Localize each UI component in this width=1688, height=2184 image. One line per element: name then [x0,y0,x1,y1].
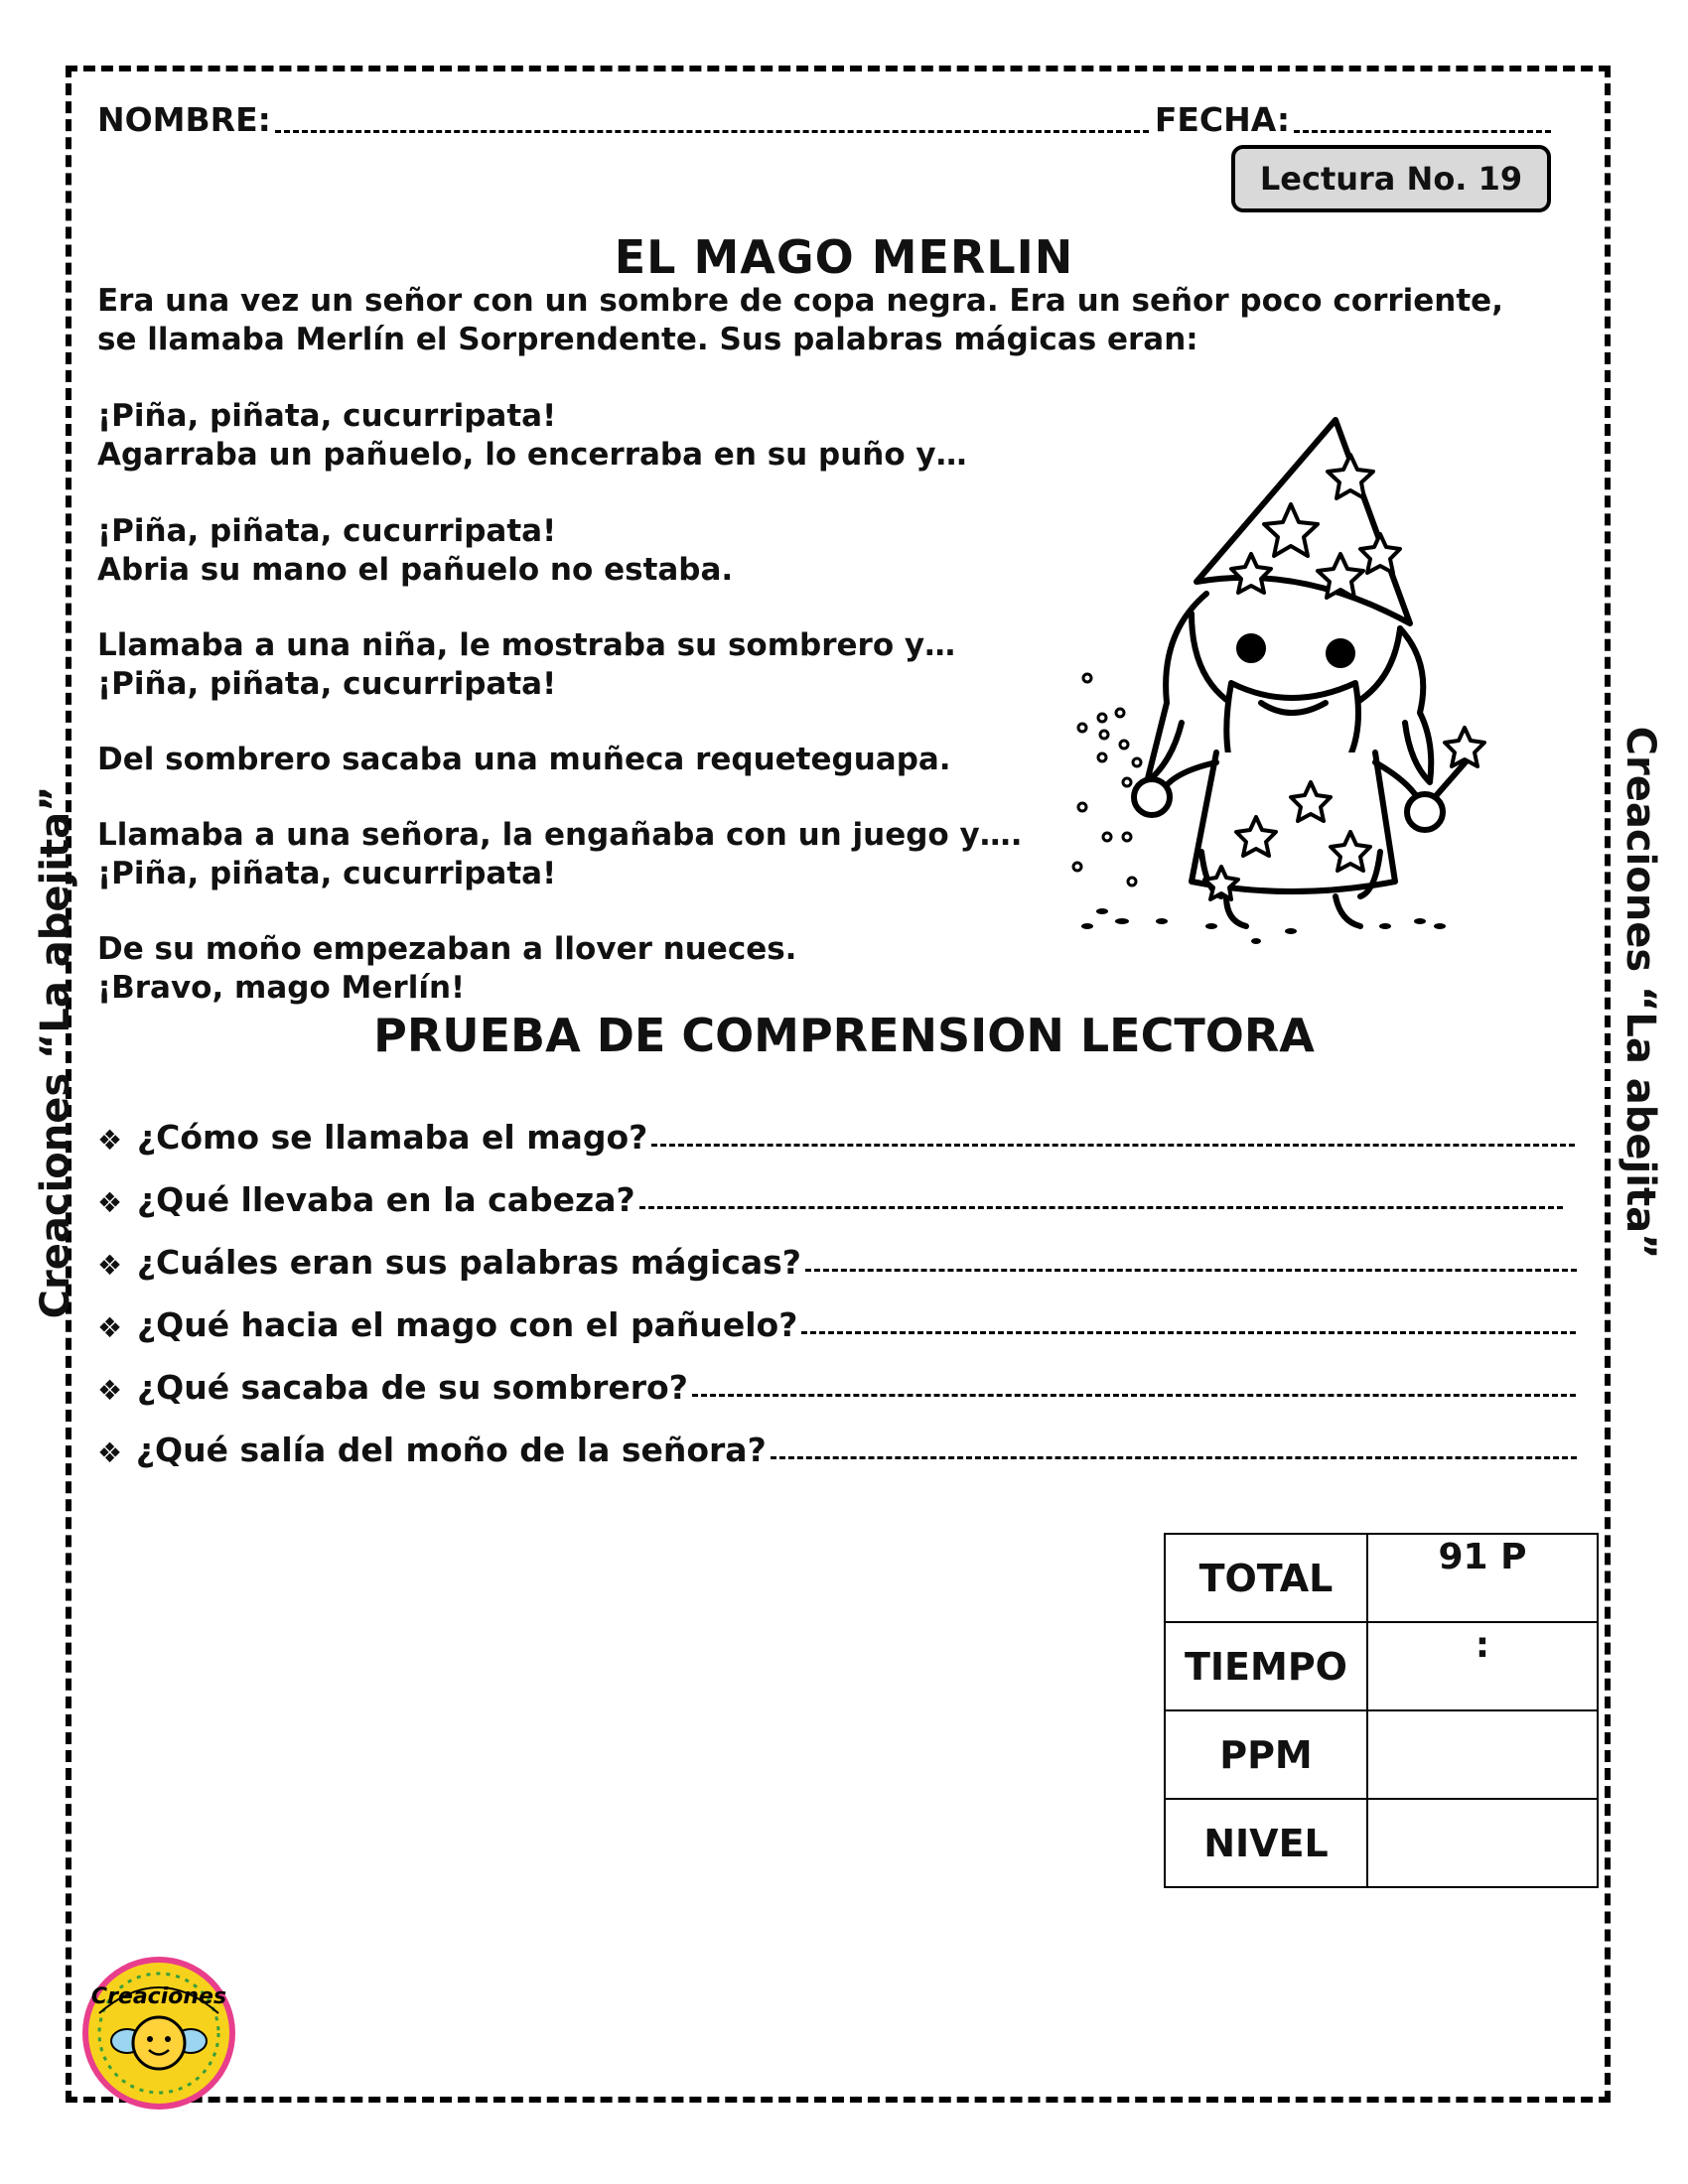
stanza-line: ¡Piña, piñata, cucurripata! [97,513,557,549]
answer-line[interactable] [639,1206,1563,1209]
score-value[interactable]: 91 P [1367,1534,1598,1622]
stanza [97,816,1051,893]
wizard-illustration [1043,385,1489,951]
score-row [1165,1710,1598,1799]
score-label: TIEMPO [1165,1622,1367,1710]
score-row [1165,1534,1598,1622]
answer-line[interactable] [801,1331,1576,1334]
stanza-line: Llamaba a una niña, le mostraba su sombrero y… [97,627,956,663]
score-value[interactable] [1367,1799,1598,1887]
score-value[interactable]: : [1367,1622,1598,1710]
question-row [97,1282,1577,1344]
question-row [97,1219,1577,1282]
score-label: TOTAL [1165,1534,1367,1622]
score-value[interactable] [1367,1710,1598,1799]
story-intro: Era una vez un señor con un sombre de copa negra. Era un señor poco corriente, se llamaba Merlín el Sorprendente. Sus palabras mágicas eran: [97,283,1503,357]
name-field[interactable] [275,130,1149,133]
question-text: ¿Qué hacia el mago con el pañuelo? [137,1305,798,1344]
question-text: ¿Cómo se llamaba el mago? [137,1118,648,1157]
score-label: NIVEL [1165,1799,1367,1887]
score-label: PPM [1165,1710,1367,1799]
stanza-line: Agarraba un pañuelo, lo encerraba en su puño y… [97,437,967,473]
score-row [1165,1799,1598,1887]
answer-line[interactable] [651,1144,1575,1147]
score-row [1165,1622,1598,1710]
diamond-bullet-icon: ❖ [97,1124,123,1157]
quiz-title: PRUEBA DE COMPRENSION LECTORA [373,1009,1315,1062]
stanza [97,741,1051,779]
question-row [97,1407,1577,1469]
question-list [97,1094,1577,1469]
answer-line[interactable] [692,1394,1576,1397]
stanza-line: ¡Piña, piñata, cucurripata! [97,856,557,891]
question-text: ¿Cuáles eran sus palabras mágicas? [136,1243,801,1282]
question-row [97,1344,1577,1407]
diamond-bullet-icon: ❖ [97,1374,123,1407]
header-row [97,99,1557,139]
date-label: FECHA: [1154,100,1291,139]
diamond-bullet-icon: ❖ [97,1249,123,1282]
logo-text: Creaciones [90,1984,227,2009]
story-title: EL MAGO MERLIN [614,230,1074,284]
question-text: ¿Qué sacaba de su sombrero? [137,1368,688,1407]
diamond-bullet-icon: ❖ [97,1436,123,1469]
stanza [97,930,1051,1008]
question-text: ¿Qué salía del moño de la señora? [135,1431,767,1469]
stanza [97,626,1051,704]
score-table [1164,1533,1599,1888]
side-watermark-right: Creaciones “La abejita” [1618,726,1663,1260]
stanza-line: ¡Piña, piñata, cucurripata! [97,666,557,702]
stanza-line: ¡Piña, piñata, cucurripata! [97,398,557,434]
bee-logo-icon [77,1952,240,2111]
stanza-line: Llamaba a una señora, la engañaba con un juego y…. [97,817,1023,853]
date-field[interactable] [1294,130,1551,133]
stanza [97,512,1051,590]
question-row [97,1157,1577,1219]
diamond-bullet-icon: ❖ [97,1311,123,1344]
name-label: NOMBRE: [97,100,271,139]
question-row [97,1094,1577,1157]
stanza-line: Del sombrero sacaba una muñeca requeteguapa. [97,742,951,777]
diamond-bullet-icon: ❖ [97,1186,123,1219]
stanza-line: Abria su mano el pañuelo no estaba. [97,552,734,588]
question-text: ¿Qué llevaba en la cabeza? [137,1180,635,1219]
stanza [97,397,1051,475]
answer-line[interactable] [771,1456,1577,1459]
side-watermark-left: Creaciones “La abejita” [33,785,78,1319]
answer-line[interactable] [805,1269,1577,1272]
lectura-badge: Lectura No. 19 [1231,145,1551,212]
stanza-line: ¡Bravo, mago Merlín! [97,970,466,1006]
stanza-line: De su moño empezaban a llover nueces. [97,931,797,967]
